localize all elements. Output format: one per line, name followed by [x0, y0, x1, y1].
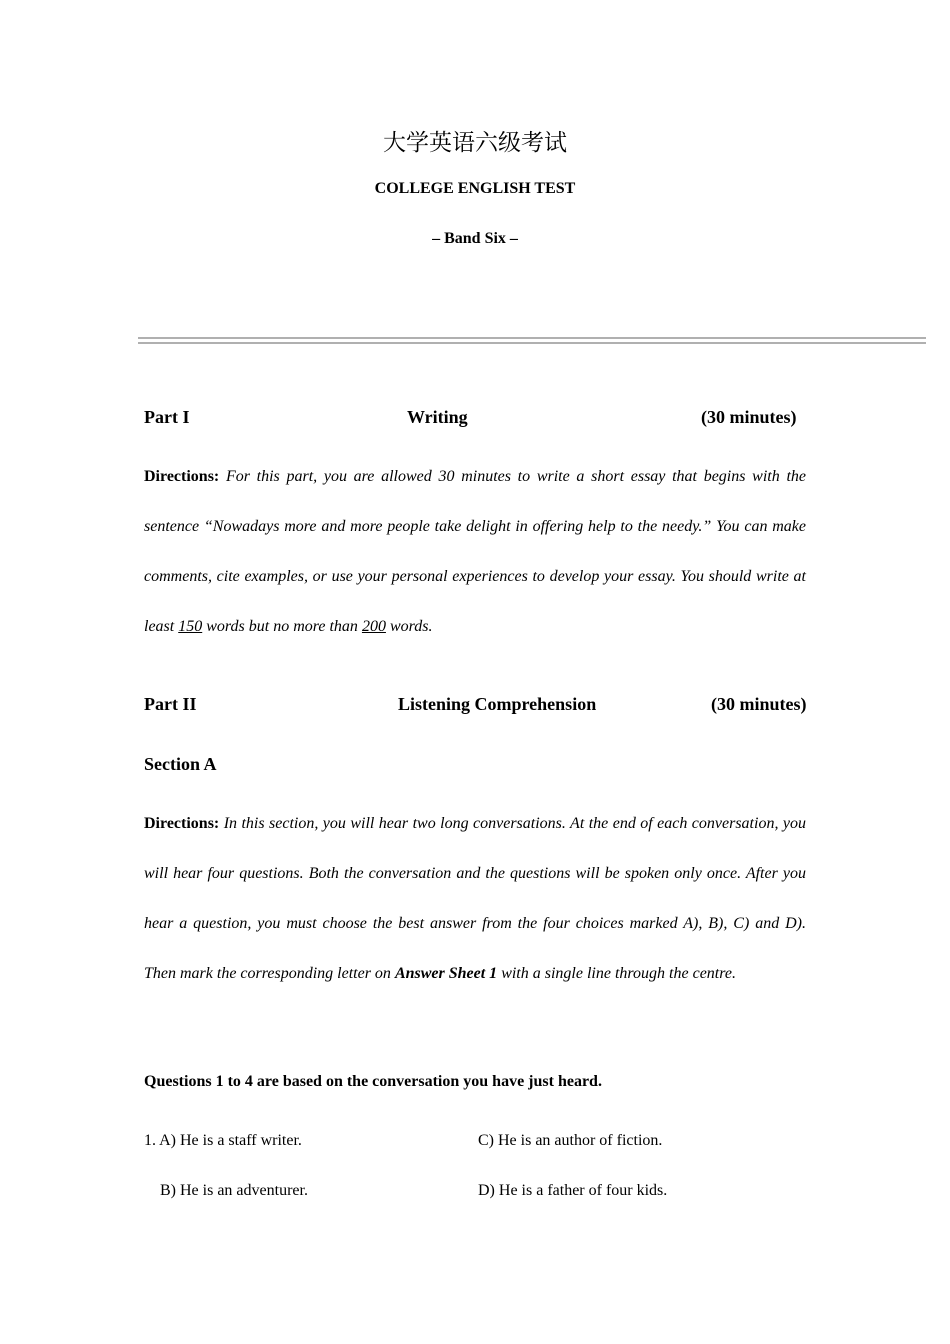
part2-directions-text: In this section, you will hear two long conversations. At the end of each conversation, you will hear four questions. Both the conversation and the questions will be spoken only once. After you hear a question, you must choose the best answer from the four choices marked A), B), C) and D). Then mark the corresponding letter on [144, 815, 806, 982]
section-a-heading: Section A [144, 754, 217, 774]
part1-directions-label: Directions: [144, 468, 220, 485]
part1-directions-text: For this part, you are allowed 30 minutes to write a short essay that begins with the sentence “Nowadays more and more people take delight in offering help to the needy.” You can make comments, cite examples, or use your personal experiences to develop your essay. You should write at least [144, 468, 806, 635]
part1-time: (30 minutes) [701, 407, 797, 427]
part1-directions [144, 452, 806, 652]
part2-directions-end: with a single line through the centre. [497, 965, 736, 982]
q1-option-c: C) He is an author of fiction. [478, 1132, 663, 1149]
q1-option-b: B) He is an adventurer. [160, 1182, 308, 1199]
q1-option-d: D) He is a father of four kids. [478, 1182, 668, 1199]
part2-time: (30 minutes) [711, 694, 807, 714]
max-word-count: 200 [361, 618, 386, 635]
part2-name: Listening Comprehension [398, 694, 597, 714]
band-label: – Band Six – [432, 230, 518, 247]
divider-line-top [138, 337, 926, 339]
part1-directions-mid: words but no more than [202, 618, 362, 635]
questions-intro: Questions 1 to 4 are based on the conversation you have just heard. [144, 1073, 602, 1090]
part2-directions-label: Directions: [144, 815, 220, 832]
part2-directions [144, 799, 806, 999]
part1-label: Part I [144, 407, 190, 427]
part1-name: Writing [407, 407, 468, 427]
q1-option-a: 1. A) He is a staff writer. [144, 1132, 302, 1149]
answer-sheet-ref: Answer Sheet 1 [394, 965, 498, 982]
part2-label: Part II [144, 694, 197, 714]
title-english: COLLEGE ENGLISH TEST [374, 180, 576, 197]
divider-line-bottom [138, 342, 926, 344]
title-chinese: 大学英语六级考试 [383, 130, 567, 156]
part1-directions-end: words. [385, 618, 433, 635]
min-word-count: 150 [178, 618, 203, 635]
